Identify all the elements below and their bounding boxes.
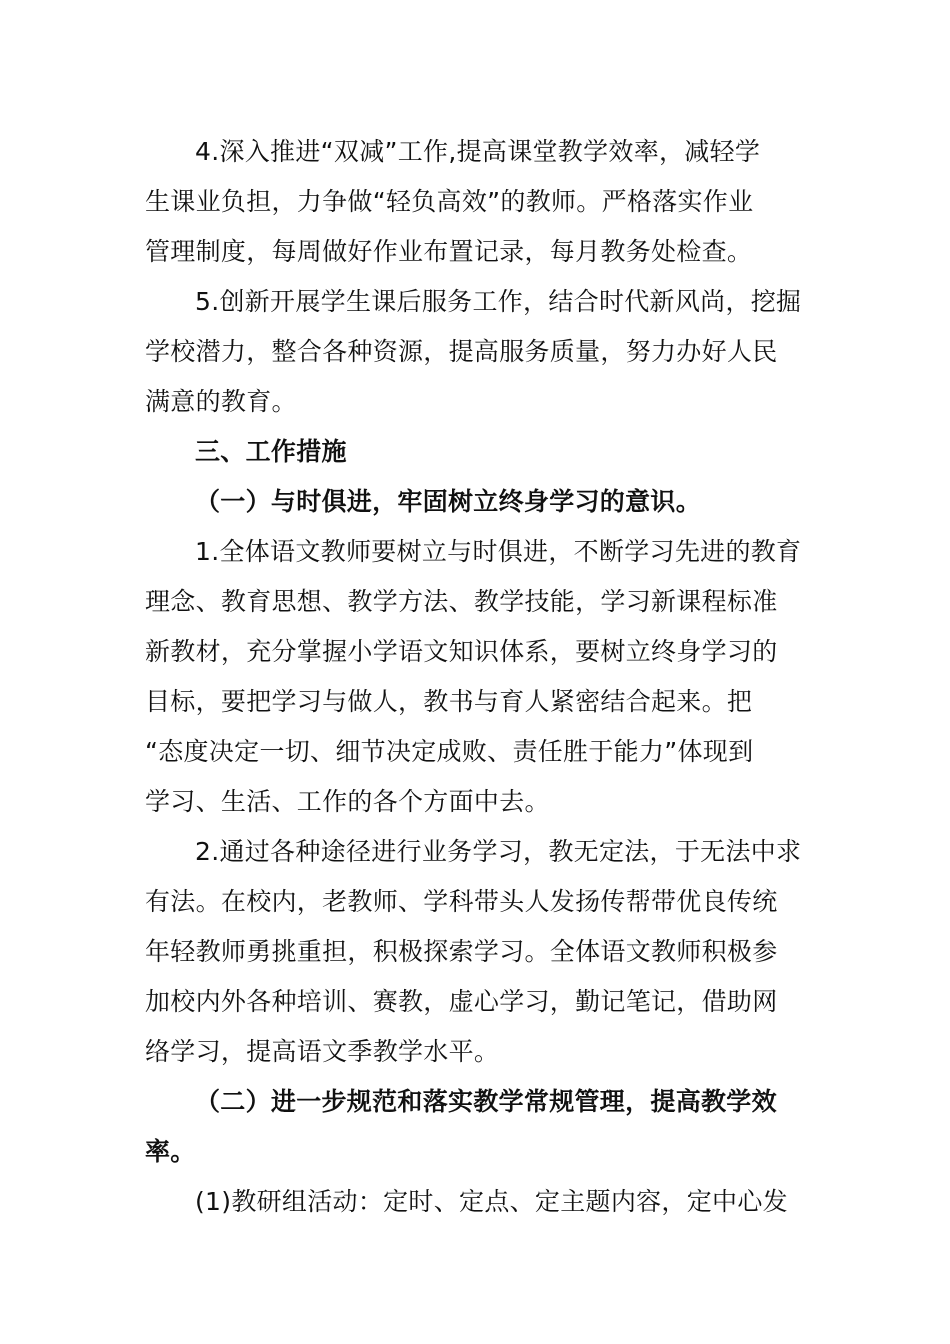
item-1-line-5: “态度决定一切、细节决定成败、责任胜于能力”体现到	[145, 737, 754, 766]
item-1-line-4: 目标，要把学习与做人，教书与育人紧密结合起来。把	[145, 687, 753, 716]
subheading-1: （一）与时俱进，牢固树立终身学习的意识。	[195, 487, 702, 516]
subheading-2-line-1: （二）进一步规范和落实教学常规管理，提高教学效	[195, 1087, 777, 1116]
subheading-2-line-2: 率。	[145, 1137, 196, 1166]
item-1-line-2: 理念、教育思想、教学方法、教学技能，学习新课程标准	[145, 587, 778, 616]
sub-item-1-line-1: (1)教研组活动：定时、定点、定主题内容，定中心发	[195, 1187, 788, 1216]
item-1-line-3: 新教材，充分掌握小学语文知识体系，要树立终身学习的	[145, 637, 778, 666]
item-2-line-2: 有法。在校内，老教师、学科带头人发扬传帮带优良传统	[145, 887, 778, 916]
paragraph-4-line-3: 管理制度，每周做好作业布置记录，每月教务处检查。	[145, 237, 753, 266]
section-heading-work-measures: 三、工作措施	[195, 437, 347, 466]
paragraph-5-line-1: 5.创新开展学生课后服务工作，结合时代新风尚，挖掘	[195, 287, 802, 316]
paragraph-5-line-2: 学校潜力，整合各种资源，提高服务质量，努力办好人民	[145, 337, 778, 366]
item-2-line-4: 加校内外各种培训、赛教，虚心学习，勤记笔记，借助网	[145, 987, 778, 1016]
item-1-line-1: 1.全体语文教师要树立与时俱进，不断学习先进的教育	[195, 537, 802, 566]
paragraph-5-line-3: 满意的教育。	[145, 387, 297, 416]
paragraph-4-line-2: 生课业负担，力争做“轻负高效”的教师。严格落实作业	[145, 187, 754, 216]
item-2-line-5: 络学习，提高语文季教学水平。	[145, 1037, 500, 1066]
item-2-line-3: 年轻教师勇挑重担，积极探索学习。全体语文教师积极参	[145, 937, 778, 966]
paragraph-4-line-1: 4.深入推进“双减”工作,提高课堂教学效率，减轻学	[195, 137, 761, 166]
item-2-line-1: 2.通过各种途径进行业务学习，教无定法，于无法中求	[195, 837, 802, 866]
item-1-line-6: 学习、生活、工作的各个方面中去。	[145, 787, 550, 816]
